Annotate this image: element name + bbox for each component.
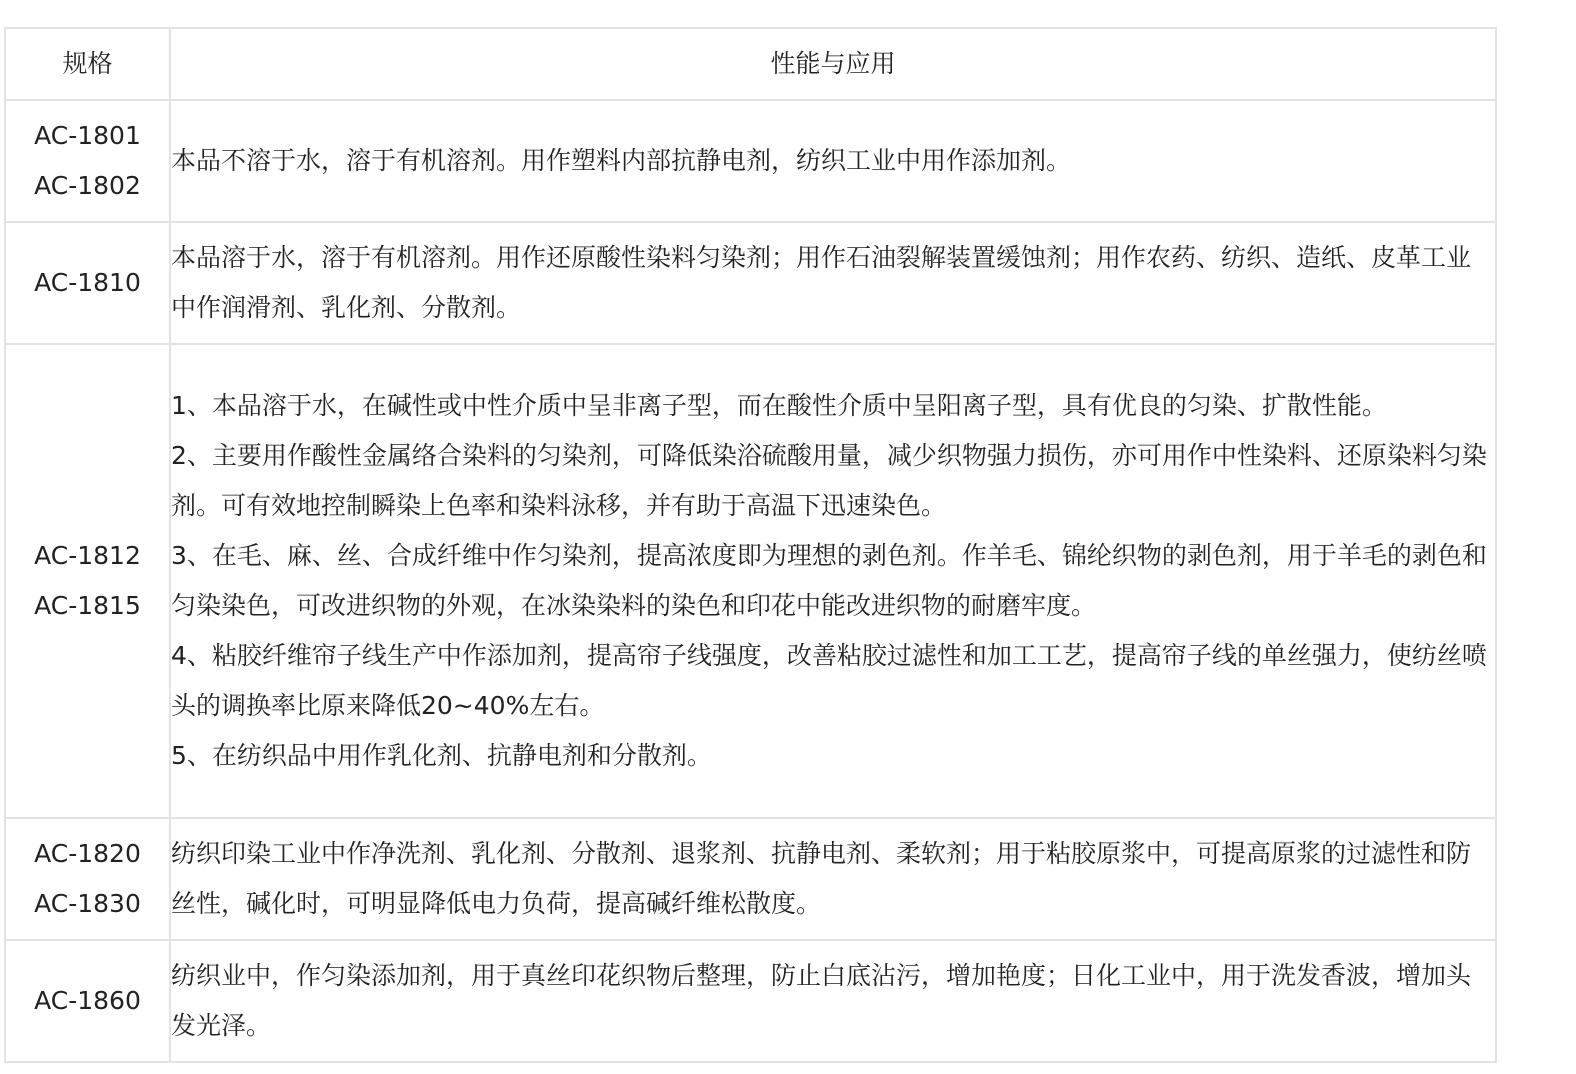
spec-table [4, 27, 1497, 1063]
spec-cell [5, 818, 170, 940]
spec-cell [5, 940, 170, 1062]
description-text: 纺织印染工业中作净洗剂、乳化剂、分散剂、退浆剂、抗静电剂、柔软剂；用于粘胶原浆中，可提高原浆的过滤性和防丝性，碱化时，可明显降低电力负荷，提高碱纤维松散度。 [171, 839, 1472, 918]
description-item: 4、粘胶纤维帘子线生产中作添加剂，提高帘子线强度，改善粘胶过滤性和加工工艺，提高帘子线的单丝强力，使纺丝喷头的调换率比原来降低20~40%左右。 [171, 641, 1487, 720]
description-text: 纺织业中，作匀染添加剂，用于真丝印花织物后整理，防止白底沾污，增加艳度；日化工业中，用于洗发香波，增加头发光泽。 [171, 961, 1472, 1040]
header-row [5, 28, 1496, 100]
description-cell [170, 940, 1496, 1062]
spec-code: AC-1802 [34, 171, 141, 200]
spec-code: AC-1860 [34, 986, 141, 1015]
description-cell [170, 344, 1496, 818]
description-cell [170, 222, 1496, 344]
spec-code: AC-1812 [34, 541, 141, 570]
spec-code: AC-1815 [34, 591, 141, 620]
description-item: 2、主要用作酸性金属络合染料的匀染剂，可降低染浴硫酸用量，减少织物强力损伤，亦可用作中性染料、还原染料匀染剂。可有效地控制瞬染上色率和染料泳移，并有助于高温下迅速染色。 [171, 441, 1487, 520]
table-row [5, 344, 1496, 818]
table-row [5, 100, 1496, 222]
header-spec: 规格 [5, 28, 170, 100]
description-cell [170, 100, 1496, 222]
spec-code: AC-1820 [34, 839, 141, 868]
description-text: 本品溶于水，溶于有机溶剂。用作还原酸性染料匀染剂；用作石油裂解装置缓蚀剂；用作农药、纺织、造纸、皮革工业中作润滑剂、乳化剂、分散剂。 [171, 243, 1472, 322]
spec-code: AC-1810 [34, 268, 141, 297]
description-item: 1、本品溶于水，在碱性或中性介质中呈非离子型，而在酸性介质中呈阳离子型，具有优良的匀染、扩散性能。 [171, 391, 1387, 420]
table-row [5, 818, 1496, 940]
description-item: 3、在毛、麻、丝、合成纤维中作匀染剂，提高浓度即为理想的剥色剂。作羊毛、锦纶织物的剥色剂，用于羊毛的剥色和匀染染色，可改进织物的外观，在冰染染料的染色和印花中能改进织物的耐磨牢度。 [171, 541, 1487, 620]
spec-cell [5, 344, 170, 818]
table-row [5, 222, 1496, 344]
spec-code: AC-1801 [34, 121, 141, 150]
header-performance: 性能与应用 [170, 28, 1496, 100]
spec-code: AC-1830 [34, 889, 141, 918]
description-item: 5、在纺织品中用作乳化剂、抗静电剂和分散剂。 [171, 741, 712, 770]
description-cell [170, 818, 1496, 940]
description-text: 本品不溶于水，溶于有机溶剂。用作塑料内部抗静电剂，纺织工业中用作添加剂。 [171, 146, 1072, 175]
spec-cell [5, 100, 170, 222]
table-row [5, 940, 1496, 1062]
spec-cell [5, 222, 170, 344]
